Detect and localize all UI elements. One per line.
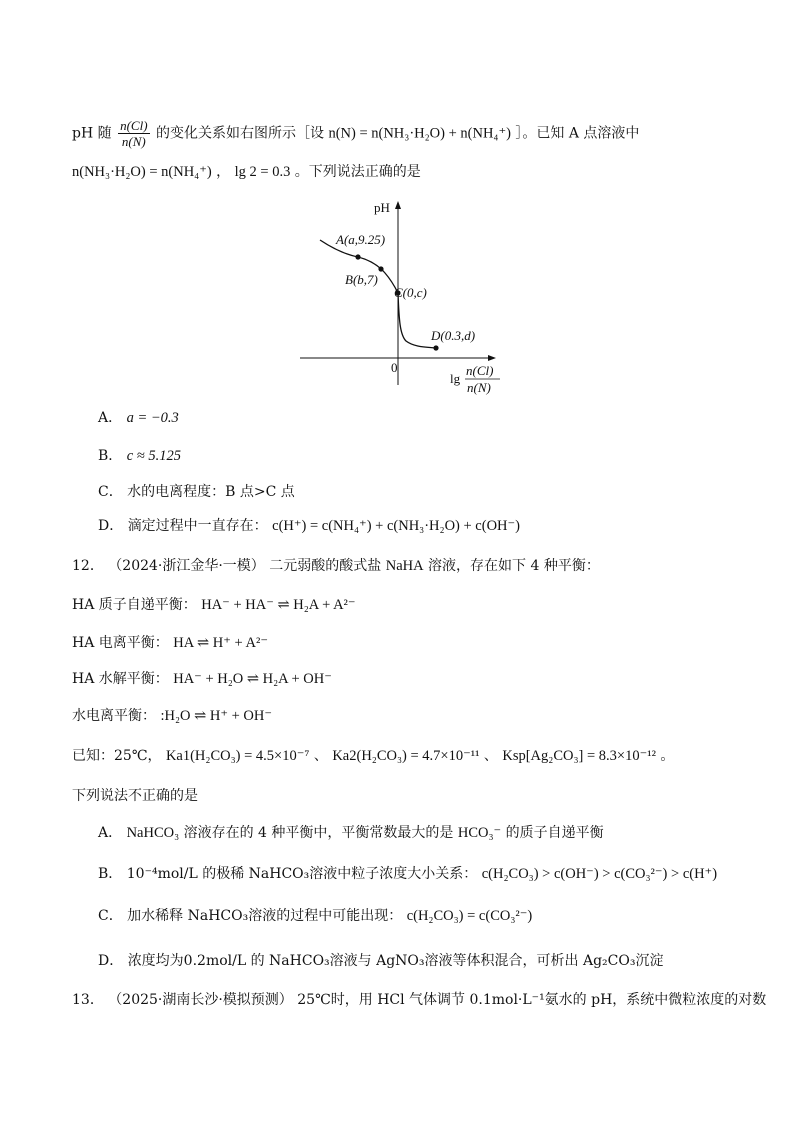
q12-option-c-expr: c(H₂CO₃) = c(CO₃²⁻) [406,908,533,924]
origin-label: 0 [391,360,398,375]
q13-text: 25℃时，用 HCl 气体调节 0.1mol·L⁻¹氨水的 pH，系统中微粒浓度的对数 [297,992,767,1008]
q12-stem-b: 溶液，存在如下 4 种平衡： [428,558,600,574]
q12-known-label: 已知：25℃， [72,748,162,764]
q12-option-d-text: 浓度均为0.2mol/L 的 NaHCO₃溶液与 AgNO₃溶液等体积混合，可析出 Ag₂CO₃沉淀 [127,953,664,969]
q12-salt: NaHA [385,558,424,574]
q11-stem-line2 [72,162,421,182]
q11-set-expr: n(N) = n(NH₃·H₂O) + n(NH₄⁺) [328,125,511,142]
q12-option-c-label: C． [98,908,123,924]
q12-ka1: Ka1(H₂CO₃) = 4.5×10⁻⁷ [165,748,310,764]
point-D [433,345,438,350]
q12-option-c-text: 加水稀释 NaHCO₃溶液的过程中可能出现： [127,908,403,924]
q11-stem-b: 的变化关系如右图所示［设 [155,125,324,142]
q12-option-b-label: B． [98,866,123,882]
y-axis-label: pH [374,200,390,215]
q11-line2-c: 。下列说法正确的是 [294,164,421,180]
label-A: A(a,9.25) [336,232,386,247]
q12-stem [72,556,600,576]
q12-known [72,746,674,766]
q12-option-b [98,864,717,884]
label-B: B(b,7) [345,272,378,287]
q11-option-d-expr: c(H⁺) = c(NH₄⁺) + c(NH₃·H₂O) + c(OH⁻) [272,518,520,534]
q12-eq1 [72,595,356,615]
q12-question: 下列说法不正确的是 [72,788,198,804]
q11-frac-den: n(N) [121,134,146,149]
q11-stem-c: ］。已知 A 点溶液中 [515,125,640,142]
q11-option-d-label: D． [98,518,124,534]
q11-option-d [98,516,520,536]
q11-frac-num: n(Cl) [120,118,148,133]
q11-option-c [98,482,295,502]
q13-stem [72,990,766,1010]
q12-eq4-label: 水电离平衡： [72,708,156,724]
y-axis-arrow [395,201,401,209]
q11-option-a-text: a = −0.3 [126,410,179,426]
q12-option-b-text: 10⁻⁴mol/L 的极稀 NaHCO₃溶液中粒子浓度大小关系： [126,866,478,882]
q12-option-b-expr: c(H₂CO₃) > c(OH⁻) > c(CO₃²⁻) > c(H⁺) [481,866,718,882]
q12-eq1-expr: HA⁻ + HA⁻ ⇌ H₂A + A²⁻ [201,597,356,613]
q12-stem-a: 二元弱酸的酸式盐 [269,558,382,574]
q12-ka2: Ka2(H₂CO₃) = 4.7×10⁻¹¹ [332,748,480,764]
q11-stem-line1 [72,118,639,149]
q12-sep-2: 、 [483,748,498,764]
q12-option-a-salt: NaHCO₃ [126,825,180,841]
q12-eq4 [72,706,272,726]
q11-option-c-text: 水的电离程度：B 点>C 点 [127,484,295,500]
q12-option-a-ion: HCO₃⁻ [457,825,502,841]
q12-eq2 [72,633,268,653]
q12-option-d-label: D． [98,953,124,969]
q11-stem-a: pH 随 [72,125,112,142]
q12-eq1-label: HA 质子自递平衡： [72,597,197,613]
point-A [355,254,360,259]
x-axis-label-prefix: lg [450,371,461,386]
q12-ksp: Ksp[Ag₂CO₃] = 8.3×10⁻¹² [502,748,656,764]
q12-option-d [98,951,663,971]
q11-fraction [118,118,149,149]
q12-option-a-label: A． [98,825,123,841]
q12-eq2-label: HA 电离平衡： [72,635,169,651]
label-D: D(0.3,d) [431,328,476,343]
q12-eq2-expr: HA ⇌ H⁺ + A²⁻ [173,635,269,651]
q12-option-c [98,906,532,926]
x-axis-arrow [488,355,496,361]
q11-option-c-label: C． [98,484,123,500]
q12-eq3 [72,669,332,689]
q12-number: 12． [72,558,104,574]
q11-option-b [98,446,181,466]
x-axis-frac-num: n(Cl) [466,363,494,378]
q11-option-d-text: 滴定过程中一直存在： [127,518,268,534]
q11-option-a [98,408,179,428]
ph-titration-chart [290,195,510,395]
q12-option-a [98,823,604,843]
q13-source: （2025·湖南长沙·模拟预测） [108,992,293,1008]
q12-source: （2024·浙江金华·一模） [108,558,265,574]
label-C: C(0,c) [394,285,427,300]
q11-line2-expr: n(NH₃·H₂O) = n(NH₄⁺) [72,164,212,180]
q12-eq4-expr: :H₂O ⇌ H⁺ + OH⁻ [160,708,273,724]
q11-option-b-text: c ≈ 5.125 [126,448,182,464]
q11-option-a-label: A． [98,410,123,426]
q12-option-a-text-d: 的质子自递平衡 [505,825,604,841]
q11-option-b-label: B． [98,448,123,464]
q12-option-a-text-b: 溶液存在的 4 种平衡中，平衡常数最大的是 [183,825,454,841]
point-B [378,266,383,271]
q12-eq3-label: HA 水解平衡： [72,671,169,687]
q11-line2-b: ， [216,164,231,180]
q12-end: 。 [660,748,675,764]
q11-lg2: lg 2 = 0.3 [234,164,291,180]
q12-sep: 、 [313,748,328,764]
q12-eq3-expr: HA⁻ + H₂O ⇌ H₂A + OH⁻ [173,671,332,687]
x-axis-frac-den: n(N) [467,380,491,395]
q13-number: 13． [72,992,104,1008]
